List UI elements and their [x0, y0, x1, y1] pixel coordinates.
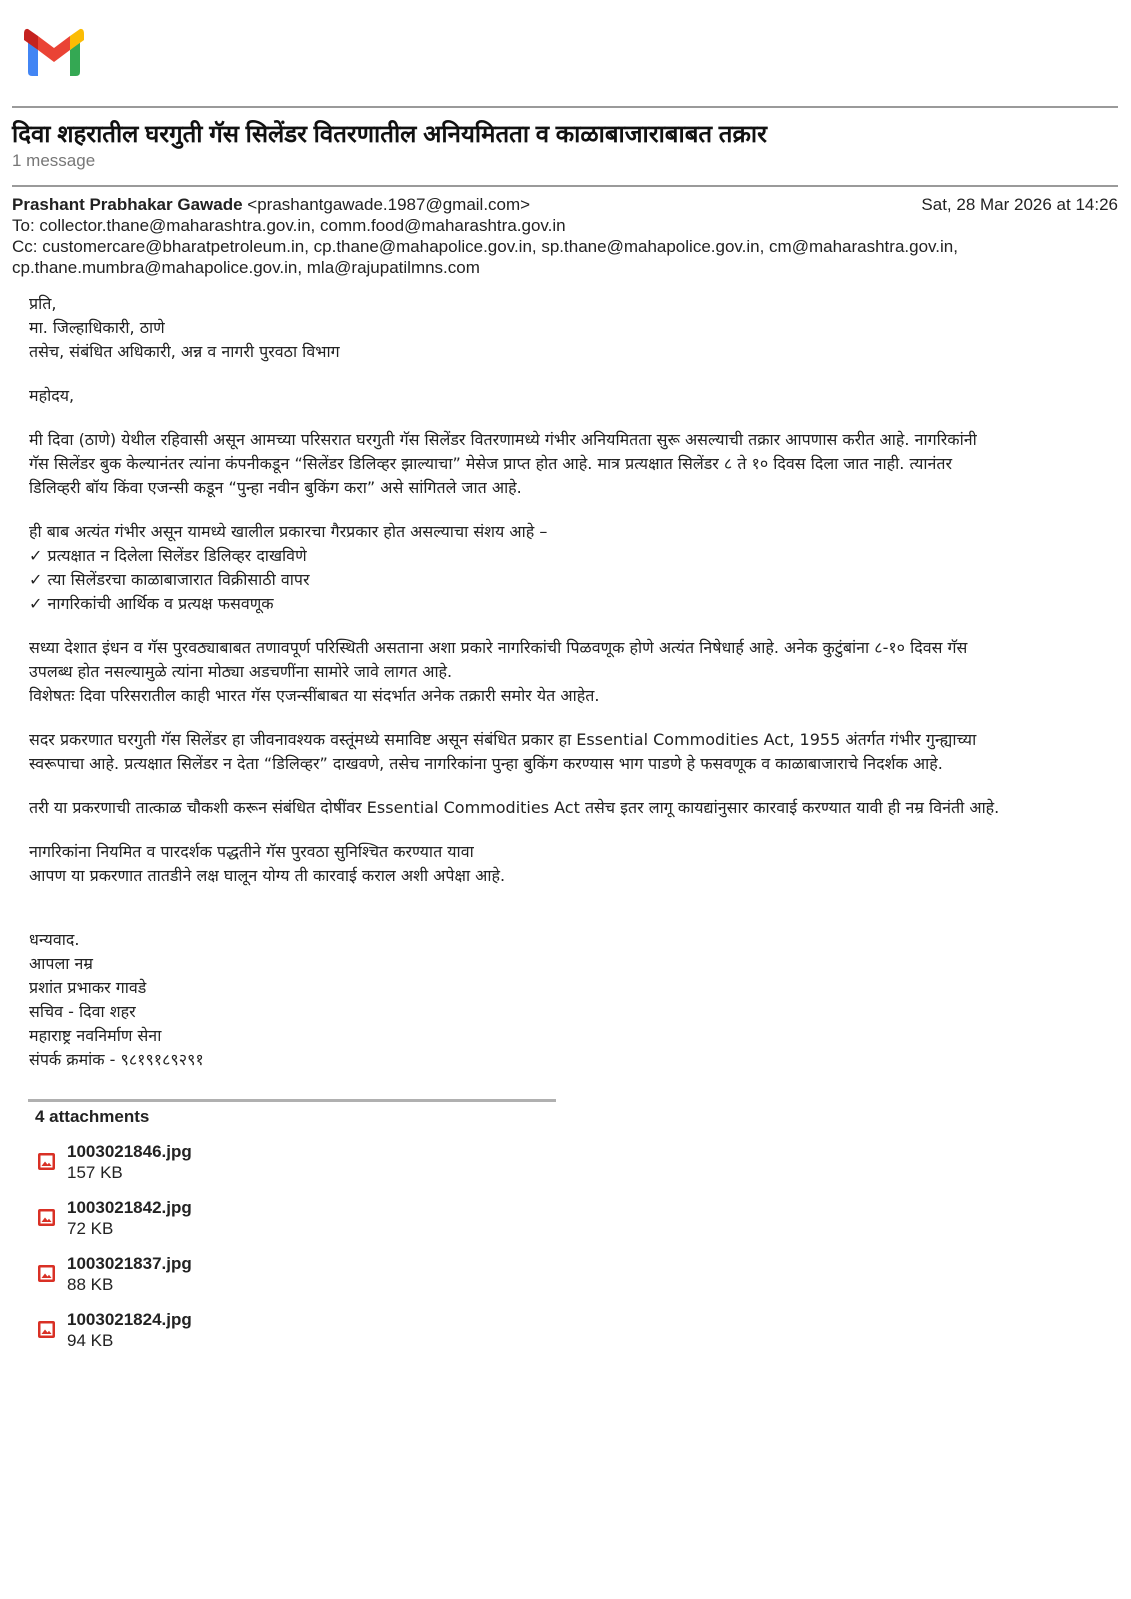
attachment-filename[interactable]: 1003021824.jpg: [67, 1310, 192, 1329]
cc-recipients-line-1: Cc: customercare@bharatpetroleum.in, cp.thane@mahapolice.gov.in, sp.thane@mahapolice.gov.in, cm@maharashtra.gov.in,: [12, 237, 958, 256]
image-file-icon: [38, 1209, 55, 1226]
attachments-list: [36, 1141, 192, 1365]
address-block: [29, 292, 1114, 364]
paragraph-legal: [29, 728, 1114, 776]
image-file-icon: [38, 1321, 55, 1338]
salutation-text: महोदय,: [29, 386, 75, 405]
address-line: प्रति,: [29, 294, 57, 313]
attachment-item[interactable]: [36, 1309, 192, 1353]
body-line: तरी या प्रकरणाची तात्काळ चौकशी करून संबंधित दोषींवर Essential Commodities Act तसेच इतर लागू कायद्यांनुसार कारवाई करण्यात यावी ही नम्र विनंती आहे.: [29, 798, 1000, 817]
attachment-filename[interactable]: 1003021837.jpg: [67, 1254, 192, 1273]
email-subject: दिवा शहरातील घरगुती गॅस सिलेंडर वितरणातील अनियमितता व काळाबाजाराबाबत तक्रार: [12, 121, 767, 148]
to-recipients: To: collector.thane@maharashtra.gov.in, comm.food@maharashtra.gov.in: [12, 216, 566, 235]
body-line: विशेषतः दिवा परिसरातील काही भारत गॅस एजन्सींबाबत या संदर्भात अनेक तक्रारी समोर येत आहेत.: [29, 686, 600, 705]
checklist-item: ✓ प्रत्यक्षात न दिलेला सिलेंडर डिलिव्हर दाखविणे: [29, 546, 307, 565]
paragraph-situation: [29, 636, 1114, 708]
attachment-size: 94 KB: [67, 1331, 114, 1350]
image-file-icon: [38, 1153, 55, 1170]
paragraph-request: [29, 796, 1114, 820]
attachment-item[interactable]: [36, 1141, 192, 1185]
gmail-logo-icon: [24, 28, 84, 76]
body-line: सध्या देशात इंधन व गॅस पुरवठ्याबाबत तणावपूर्ण परिस्थिती असताना अशा प्रकारे नागरिकांची पिळवणूक होणे अत्यंत निषेधार्ह आहे. अनेक कुटुंबांना ८-१० दिवस गॅस: [29, 638, 968, 657]
paragraph-suspicions: [29, 520, 1114, 616]
image-file-icon: [38, 1265, 55, 1282]
attachment-filename[interactable]: 1003021842.jpg: [67, 1198, 192, 1217]
body-line: डिलिव्हरी बॉय किंवा एजन्सी कडून “पुन्हा नवीन बुकिंग करा” असे सांगितले जात आहे.: [29, 478, 522, 497]
body-line: ही बाब अत्यंत गंभीर असून यामध्ये खालील प्रकारचा गैरप्रकार होत असल्याचा संशय आहे –: [29, 522, 548, 541]
attachment-filename[interactable]: 1003021846.jpg: [67, 1142, 192, 1161]
sender-name: Prashant Prabhakar Gawade: [12, 195, 243, 214]
body-line: आपण या प्रकरणात तातडीने लक्ष घालून योग्य ती कारवाई कराल अशी अपेक्षा आहे.: [29, 866, 506, 885]
sender-email[interactable]: <prashantgawade.1987@gmail.com>: [247, 195, 531, 214]
attachment-size: 72 KB: [67, 1219, 114, 1238]
body-line: नागरिकांना नियमित व पारदर्शक पद्धतीने गॅस पुरवठा सुनिश्चित करण्यात यावा: [29, 842, 474, 861]
signature-block: [29, 928, 1114, 1072]
signature-line: सचिव - दिवा शहर: [29, 1002, 136, 1021]
checklist-item: ✓ नागरिकांची आर्थिक व प्रत्यक्ष फसवणूक: [29, 594, 274, 613]
attachment-size: 157 KB: [67, 1163, 123, 1182]
body-line: सदर प्रकरणात घरगुती गॅस सिलेंडर हा जीवनावश्यक वस्तूंमध्ये समाविष्ट असून संबंधित प्रकार हा Essential Commodities Act, 1955 अंतर्गत गंभीर गुन्ह्याच्या: [29, 730, 977, 749]
top-divider: [12, 106, 1118, 108]
attachment-size: 88 KB: [67, 1275, 114, 1294]
attachment-item[interactable]: [36, 1253, 192, 1297]
cc-recipients-line-2: cp.thane.mumbra@mahapolice.gov.in, mla@rajupatilmns.com: [12, 258, 480, 277]
salutation: [29, 384, 1114, 408]
paragraph-complaint: [29, 428, 1114, 500]
sent-date: Sat, 28 Mar 2026 at 14:26: [921, 195, 1118, 214]
signature-line: प्रशांत प्रभाकर गावडे: [29, 978, 147, 997]
body-line: स्वरूपाचा आहे. प्रत्यक्षात सिलेंडर न देता “डिलिव्हर” दाखवणे, तसेच नागरिकांना पुन्हा बुकिंग करण्यास भाग पाडणे हे फसवणूक व काळाबाजाराचे निदर्शक आहे.: [29, 754, 943, 773]
signature-line: धन्यवाद.: [29, 930, 80, 949]
paragraph-expectation: [29, 840, 1114, 888]
signature-line: महाराष्ट्र नवनिर्माण सेना: [29, 1026, 162, 1045]
body-line: मी दिवा (ठाणे) येथील रहिवासी असून आमच्या परिसरात घरगुती गॅस सिलेंडर वितरणामध्ये गंभीर अनियमितता सुरू असल्याची तक्रार आपणास करीत आहे. नागरिकांनी: [29, 430, 977, 449]
header-divider: [12, 185, 1118, 187]
checklist-item: ✓ त्या सिलेंडरचा काळाबाजारात विक्रीसाठी वापर: [29, 570, 310, 589]
email-body: [29, 292, 1114, 1092]
body-line: उपलब्ध होत नसल्यामुळे त्यांना मोठ्या अडचणींना सामोरे जावे लागत आहे.: [29, 662, 453, 681]
signature-line: संपर्क क्रमांक - ९८१९१८९२९१: [29, 1050, 204, 1069]
address-line: तसेच, संबंधित अधिकारी, अन्न व नागरी पुरवठा विभाग: [29, 342, 340, 361]
message-count: 1 message: [12, 151, 96, 170]
email-header: [12, 194, 1118, 278]
attachments-title: 4 attachments: [35, 1107, 150, 1126]
body-line: गॅस सिलेंडर बुक केल्यानंतर त्यांना कंपनीकडून “सिलेंडर डिलिव्हर झाल्याचा” मेसेज प्राप्त होत आहे. मात्र प्रत्यक्षात सिलेंडर ८ ते १० दिवस दिला जात नाही. त्यानंतर: [29, 454, 953, 473]
signature-line: आपला नम्र: [29, 954, 93, 973]
address-line: मा. जिल्हाधिकारी, ठाणे: [29, 318, 165, 337]
attachments-divider: [28, 1099, 556, 1102]
attachment-item[interactable]: [36, 1197, 192, 1241]
